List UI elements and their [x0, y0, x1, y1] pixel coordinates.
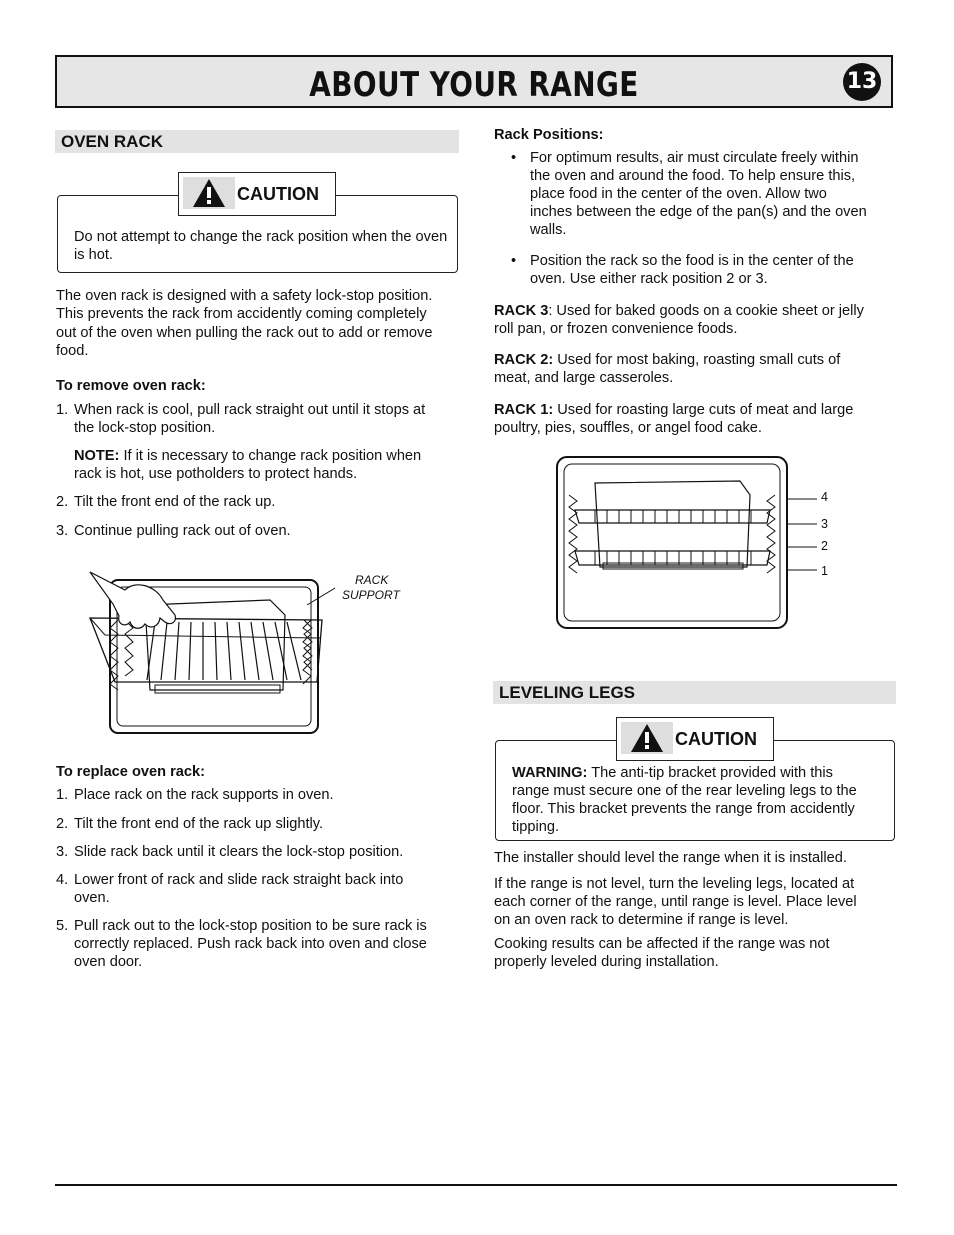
warning-text: floor. This bracket prevents the range from accidently: [512, 801, 855, 817]
intro-line: The oven rack is designed with a safety lock-stop position.: [56, 288, 433, 304]
bullet-dot: •: [511, 253, 517, 269]
bullet-text: inches between the edge of the pan(s) and the oven: [530, 204, 867, 220]
step-text: oven.: [74, 890, 110, 906]
step-text: Lower front of rack and slide rack straight back into: [74, 872, 404, 888]
bullet-text: Position the rack so the food is in the center of the: [530, 253, 854, 269]
page-number-badge: 13: [843, 63, 881, 101]
step-text: Place rack on the rack supports in oven.: [74, 787, 334, 803]
rack-3-description: [494, 302, 864, 320]
rack-position-number: 1: [821, 564, 828, 578]
rack-label: RACK 1:: [494, 402, 554, 418]
step-number: 1.: [56, 787, 69, 803]
page-title: ABOUT YOUR RANGE: [309, 65, 639, 105]
rack-support-label-line1: RACK: [355, 573, 389, 587]
replace-rack-heading: To replace oven rack:: [56, 764, 205, 780]
step-text: Continue pulling rack out of oven.: [74, 523, 291, 539]
step-text: When rack is cool, pull rack straight out until it stops at: [74, 402, 426, 418]
paragraph-line: Cooking results can be affected if the range was not: [494, 936, 830, 952]
section-heading-oven-rack: OVEN RACK: [55, 130, 459, 153]
rack-2-description: [494, 351, 840, 369]
warning-line: [512, 764, 892, 782]
step-number: 4.: [56, 872, 69, 888]
rack-removal-illustration: [85, 560, 335, 740]
rack-position-number: 4: [821, 490, 828, 504]
rack-positions-heading: Rack Positions:: [494, 127, 604, 143]
rack-position-number: 3: [821, 517, 828, 531]
rack-text: Used for roasting large cuts of meat and large: [553, 402, 854, 418]
warning-icon: [621, 722, 673, 754]
intro-line: This prevents the rack from accidently coming completely: [56, 306, 427, 322]
rack-support-label-line2: SUPPORT: [342, 588, 400, 602]
step-number: 2.: [56, 816, 69, 832]
warning-text: tipping.: [512, 819, 560, 835]
warning-icon: [183, 177, 235, 209]
caution-label-text: CAUTION: [675, 729, 757, 749]
caution-label-oven-rack: [178, 172, 336, 216]
bullet-dot: •: [511, 150, 517, 166]
paragraph-line: on an oven rack to determine if range is level.: [494, 912, 789, 928]
step-text: correctly replaced. Push rack back into oven and close: [74, 936, 427, 952]
intro-line: out of the oven when pulling the rack out to add or remove: [56, 325, 433, 341]
step-number: 1.: [56, 402, 69, 418]
step-text: Tilt the front end of the rack up slightly.: [74, 816, 324, 832]
bullet-text: For optimum results, air must circulate freely within: [530, 150, 859, 166]
warning-label: WARNING:: [512, 765, 588, 781]
caution-text: Do not attempt to change the rack position when the oven is hot.: [74, 229, 448, 263]
bullet-text: oven. Use either rack position 2 or 3.: [530, 271, 768, 287]
bullet-text: the oven and around the food. To help ensure this,: [530, 168, 856, 184]
step-number: 5.: [56, 918, 69, 934]
paragraph-line: properly leveled during installation.: [494, 954, 719, 970]
warning-text: The anti-tip bracket provided with this: [587, 765, 833, 781]
step-number: 2.: [56, 494, 69, 510]
note-paragraph: [74, 447, 421, 465]
rack-text: Used for most baking, roasting small cuts of: [553, 352, 841, 368]
paragraph-line: If the range is not level, turn the leveling legs, located at: [494, 876, 855, 892]
paragraph-line: each corner of the range, until range is level. Place level: [494, 894, 857, 910]
caution-label-leveling-legs: [616, 717, 774, 761]
rack-text: poultry, pies, souffles, or angel food cake.: [494, 420, 762, 436]
rack-text: roll pan, or frozen convenience foods.: [494, 321, 738, 337]
note-text: rack is hot, use potholders to protect hands.: [74, 466, 358, 482]
warning-paragraph: [512, 764, 892, 836]
step-text: Slide rack back until it clears the lock-stop position.: [74, 844, 404, 860]
rack-text: : Used for baked goods on a cookie sheet or jelly: [548, 303, 864, 319]
step-text: the lock-stop position.: [74, 420, 216, 436]
rack-text: meat, and large casseroles.: [494, 370, 674, 386]
step-number: 3.: [56, 523, 69, 539]
footer-rule: [55, 1184, 897, 1186]
caution-label-text: CAUTION: [237, 184, 319, 204]
note-text: If it is necessary to change rack position when: [119, 448, 422, 464]
step-text: oven door.: [74, 954, 143, 970]
bullet-text: place food in the center of the oven. Allow two: [530, 186, 827, 202]
step-text: Pull rack out to the lock-stop position to be sure rack is: [74, 918, 427, 934]
remove-rack-heading: To remove oven rack:: [56, 378, 206, 394]
section-heading-leveling-legs: LEVELING LEGS: [493, 681, 896, 704]
rack-1-description: [494, 401, 853, 419]
note-label: NOTE:: [74, 448, 120, 464]
bullet-text: walls.: [530, 222, 567, 238]
step-number: 3.: [56, 844, 69, 860]
rack-position-number: 2: [821, 539, 828, 553]
intro-line: food.: [56, 343, 89, 359]
step-text: Tilt the front end of the rack up.: [74, 494, 276, 510]
warning-text: range must secure one of the rear leveling legs to the: [512, 783, 857, 799]
rack-label: RACK 2:: [494, 352, 554, 368]
paragraph-line: The installer should level the range when it is installed.: [494, 850, 847, 866]
rack-positions-illustration: [555, 455, 820, 630]
rack-label: RACK 3: [494, 303, 549, 319]
page-header: [55, 55, 893, 108]
